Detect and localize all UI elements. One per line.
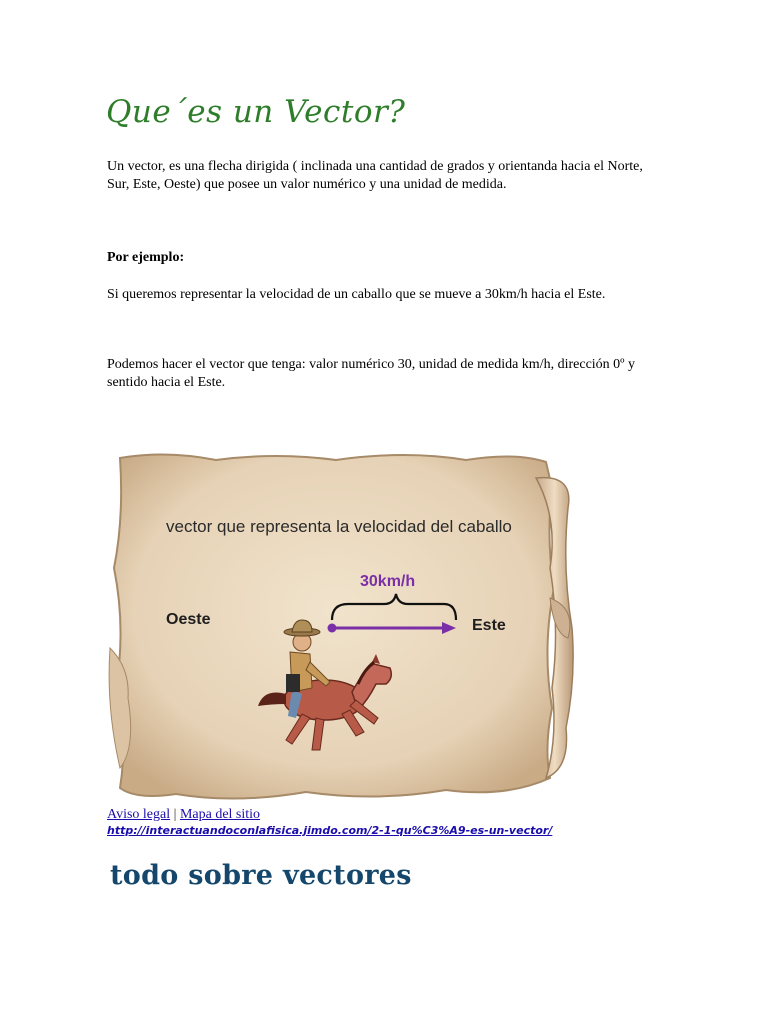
example-paragraph: Si queremos representar la velocidad de un caballo que se mueve a 30km/h hacia el Este. <box>107 287 606 302</box>
vector-description-paragraph: Podemos hacer el vector que tenga: valor numérico 30, unidad de medida km/h, dirección 0º y sentido hacia el Este. <box>107 357 636 390</box>
magnitude-label: 30km/h <box>360 573 416 590</box>
vector-illustration <box>106 448 576 806</box>
page-title: Que´es un Vector? <box>106 94 406 130</box>
link-separator: | <box>173 807 177 822</box>
banner-title: todo sobre vectores <box>110 860 412 891</box>
sitemap-link[interactable]: Mapa del sitio <box>179 807 261 822</box>
source-url-link[interactable]: http://interactuandoconlafisica.jimdo.com/2-1-qu%C3%A9-es-un-vector/ <box>107 824 553 837</box>
legal-notice-link[interactable]: Aviso legal <box>107 807 171 822</box>
intro-paragraph: Un vector, es una flecha dirigida ( inclinada una cantidad de grados y orientanda hacia el Norte, Sur, Este, Oeste) que posee un valor numérico y una unidad de medida. <box>107 159 643 192</box>
west-label: Oeste <box>166 611 211 628</box>
example-heading: Por ejemplo: <box>107 250 185 265</box>
footer-links <box>107 806 260 824</box>
figure-caption: vector que representa la velocidad del caballo <box>166 517 512 536</box>
east-label: Este <box>472 617 506 634</box>
